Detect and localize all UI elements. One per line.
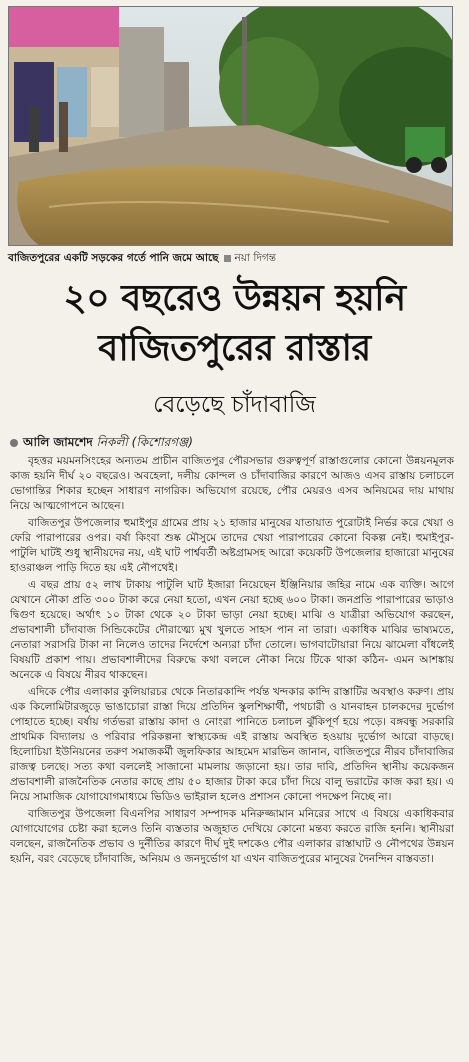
author-name: আলি জামশেদ	[23, 435, 93, 449]
caption-text: বাজিতপুরের একটি সড়কের গর্তে পানি জমে আছে	[8, 252, 219, 264]
article-paragraph: এ বছর প্রায় ৫২ লাখ টাকায় পাটুলি ঘাট ইজারা নিয়েছেন ইঞ্জিনিয়ার জহির নামে এক ব্যক্তি। আগে যেখানে নৌকা প্রতি ৩০০ টাকা করে নেয়া হতো, এখন নেয়া হচ্ছে ৬০০ টাকা। জনপ্রতি পারাপারের ভাড়াও দ্বিগুণ হয়েছে। অর্থাৎ ১০ টাকা থেকে ২০ টাকা ভাড়া নেয়া হচ্ছে। মাঝি ও যাত্রীরা অভিযোগ করছেন, প্রভাবশালী চাঁদাবাজ সিন্ডিকেটের দৌরাত্ম্যে মুখ খুলতে সাহস পান না তারা। একাধিক মাঝির ভাষ্যমতে, নেতারা সরাসরি টাকা না নিলেও তাদের নির্দেশে অন্যরা চাঁদা তোলে। ভাগবাটোয়ারা নিয়ে ঝামেলা বাঁধলেই বিষয়টি প্রকাশ পায়। প্রভাবশালীদের বিরুদ্ধে কথা বললে নৌকা নিয়ে টিকে থাকা কঠিন- এমন আশঙ্কায় অনেকে এ বিষয়ে নীরব থাকছেন।	[10, 579, 454, 681]
headline-line-2: বাজিতপুরের রাস্তার	[98, 328, 371, 369]
article-paragraph: বাজিতপুর উপজেলা বিএনপির সাধারণ সম্পাদক মনিরুজ্জামান মনিরের সাথে এ বিষয়ে একাধিকবার যোগাযোগের চেষ্টা করা হলেও তিনি ব্যস্ততার অজুহাত দেখিয়ে কোনো মন্তব্য করতে রাজি হননি। স্থানীয়রা বলছেন, রাজনৈতিক প্রভাব ও দুর্নীতির কারণে দীর্ঘ দুই দশকেও পৌর এলাকার রাস্তাঘাট ও নৌপথের উন্নয়ন হয়নি, বরং বেড়েছে চাঁদাবাজি, অনিয়ম ও জনদুর্ভোগ যা এখন বাজিতপুরের মানুষের দৈনন্দিন বাস্তবতা।	[10, 808, 454, 865]
road-puddle-photo	[9, 7, 452, 245]
article-paragraph: বৃহত্তর ময়মনসিংহের অন্যতম প্রাচীন বাজিতপুর পৌরসভার গুরুত্বপূর্ণ রাস্তাগুলোর কোনো উন্নয়নমূলক কাজ হয়নি দীর্ঘ ২০ বছরেও। অবহেলা, দলীয় কোন্দল ও চাঁদাবাজির কারণে আজও এসব রাস্তায় চলাচলে ভোগান্তির শিকার হচ্ছেন সাধারণ নাগরিক। অভিযোগ রয়েছে, পৌর মেয়রও এসব অনিয়মের দায় মাথায় নিয়ে আত্মগোপনে আছেন।	[10, 455, 454, 512]
news-photo	[8, 6, 453, 246]
bullet-dot-icon	[10, 439, 18, 447]
author-location: নিকলী (কিশোরগঞ্জ)	[96, 435, 193, 449]
headline-line-1: ২০ বছরেও উন্নয়ন হয়নি	[63, 278, 406, 319]
square-bullet-icon	[224, 255, 231, 262]
article-paragraph: এদিকে পৌর এলাকার কুলিয়ারচর থেকে নিতারকান্দি পর্যন্ত খন্দকার কান্দি রাস্তাটির অবস্থাও করুণ। প্রায় এক কিলোমিটারজুড়ে ভাঙাচোরা রাস্তা দিয়ে প্রতিদিন স্কুলশিক্ষার্থী, পথচারী ও যানবাহন চালকদের দুর্ভোগ পোহাতে হচ্ছে। বর্ষায় গর্তভরা রাস্তায় কাদা ও নোংরা পানিতে চলাচল ঝুঁকিপূর্ণ হয়ে পড়ে। বঙ্গবন্ধু সরকারি প্রাথমিক বিদ্যালয় ও পরিবার পরিকল্পনা স্বাস্থ্যকেন্দ্র এই রাস্তায় অবস্থিত হওয়ায় দুর্ভোগ আরো বাড়ছে। হিলোচিয়া ইউনিয়নের তরুণ সমাজকর্মী জুলফিকার আহমেদ মারভিন জানান, বাজিতপুরে নীরব চাঁদাবাজির রাজত্ব চলছে। সত্য কথা বললেই সাজানো মামলায় জড়ানো হয়। তার দাবি, প্রতিদিন স্থানীয় কয়েকজন প্রভাবশালী রাজনৈতিক নেতার কাছে প্রায় ৫০ হাজার টাকা করে চাঁদা দিয়ে বালু ভরাটের কাজ করা হয়। এ নিয়ে সামাজিক যোগাযোগমাধ্যমে ভিডিও ভাইরাল হলেও প্রশাসন কোনো পদক্ষেপ নিচ্ছে না।	[10, 686, 454, 803]
byline	[10, 433, 450, 451]
article-body	[10, 454, 454, 1058]
subheadline: বেড়েছে চাঁদাবাজি	[153, 392, 316, 418]
photo-caption	[8, 251, 460, 265]
article-paragraph: বাজিতপুর উপজেলার হুমাইপুর গ্রামের প্রায় ২১ হাজার মানুষের যাতায়াত পুরোটাই নির্ভর করে খেয়া ও ফেরি পারাপারের ওপর। বর্ষা কিংবা শুষ্ক মৌসুমে তাদের খেয়া পারাপারের কোনো বিকল্প নেই। হুমাইপুর-পাটুলি ঘাটই শুধু স্থানীয়দের নয়, এই ঘাট পার্শ্ববর্তী অষ্টগ্রামসহ আরো কয়েকটি উপজেলার হাজারো মানুষের হাওরাঞ্চল পাড়ি দিতে হয় এই নৌপথেই।	[10, 517, 454, 574]
caption-source: নয়া দিগন্ত	[234, 252, 277, 264]
